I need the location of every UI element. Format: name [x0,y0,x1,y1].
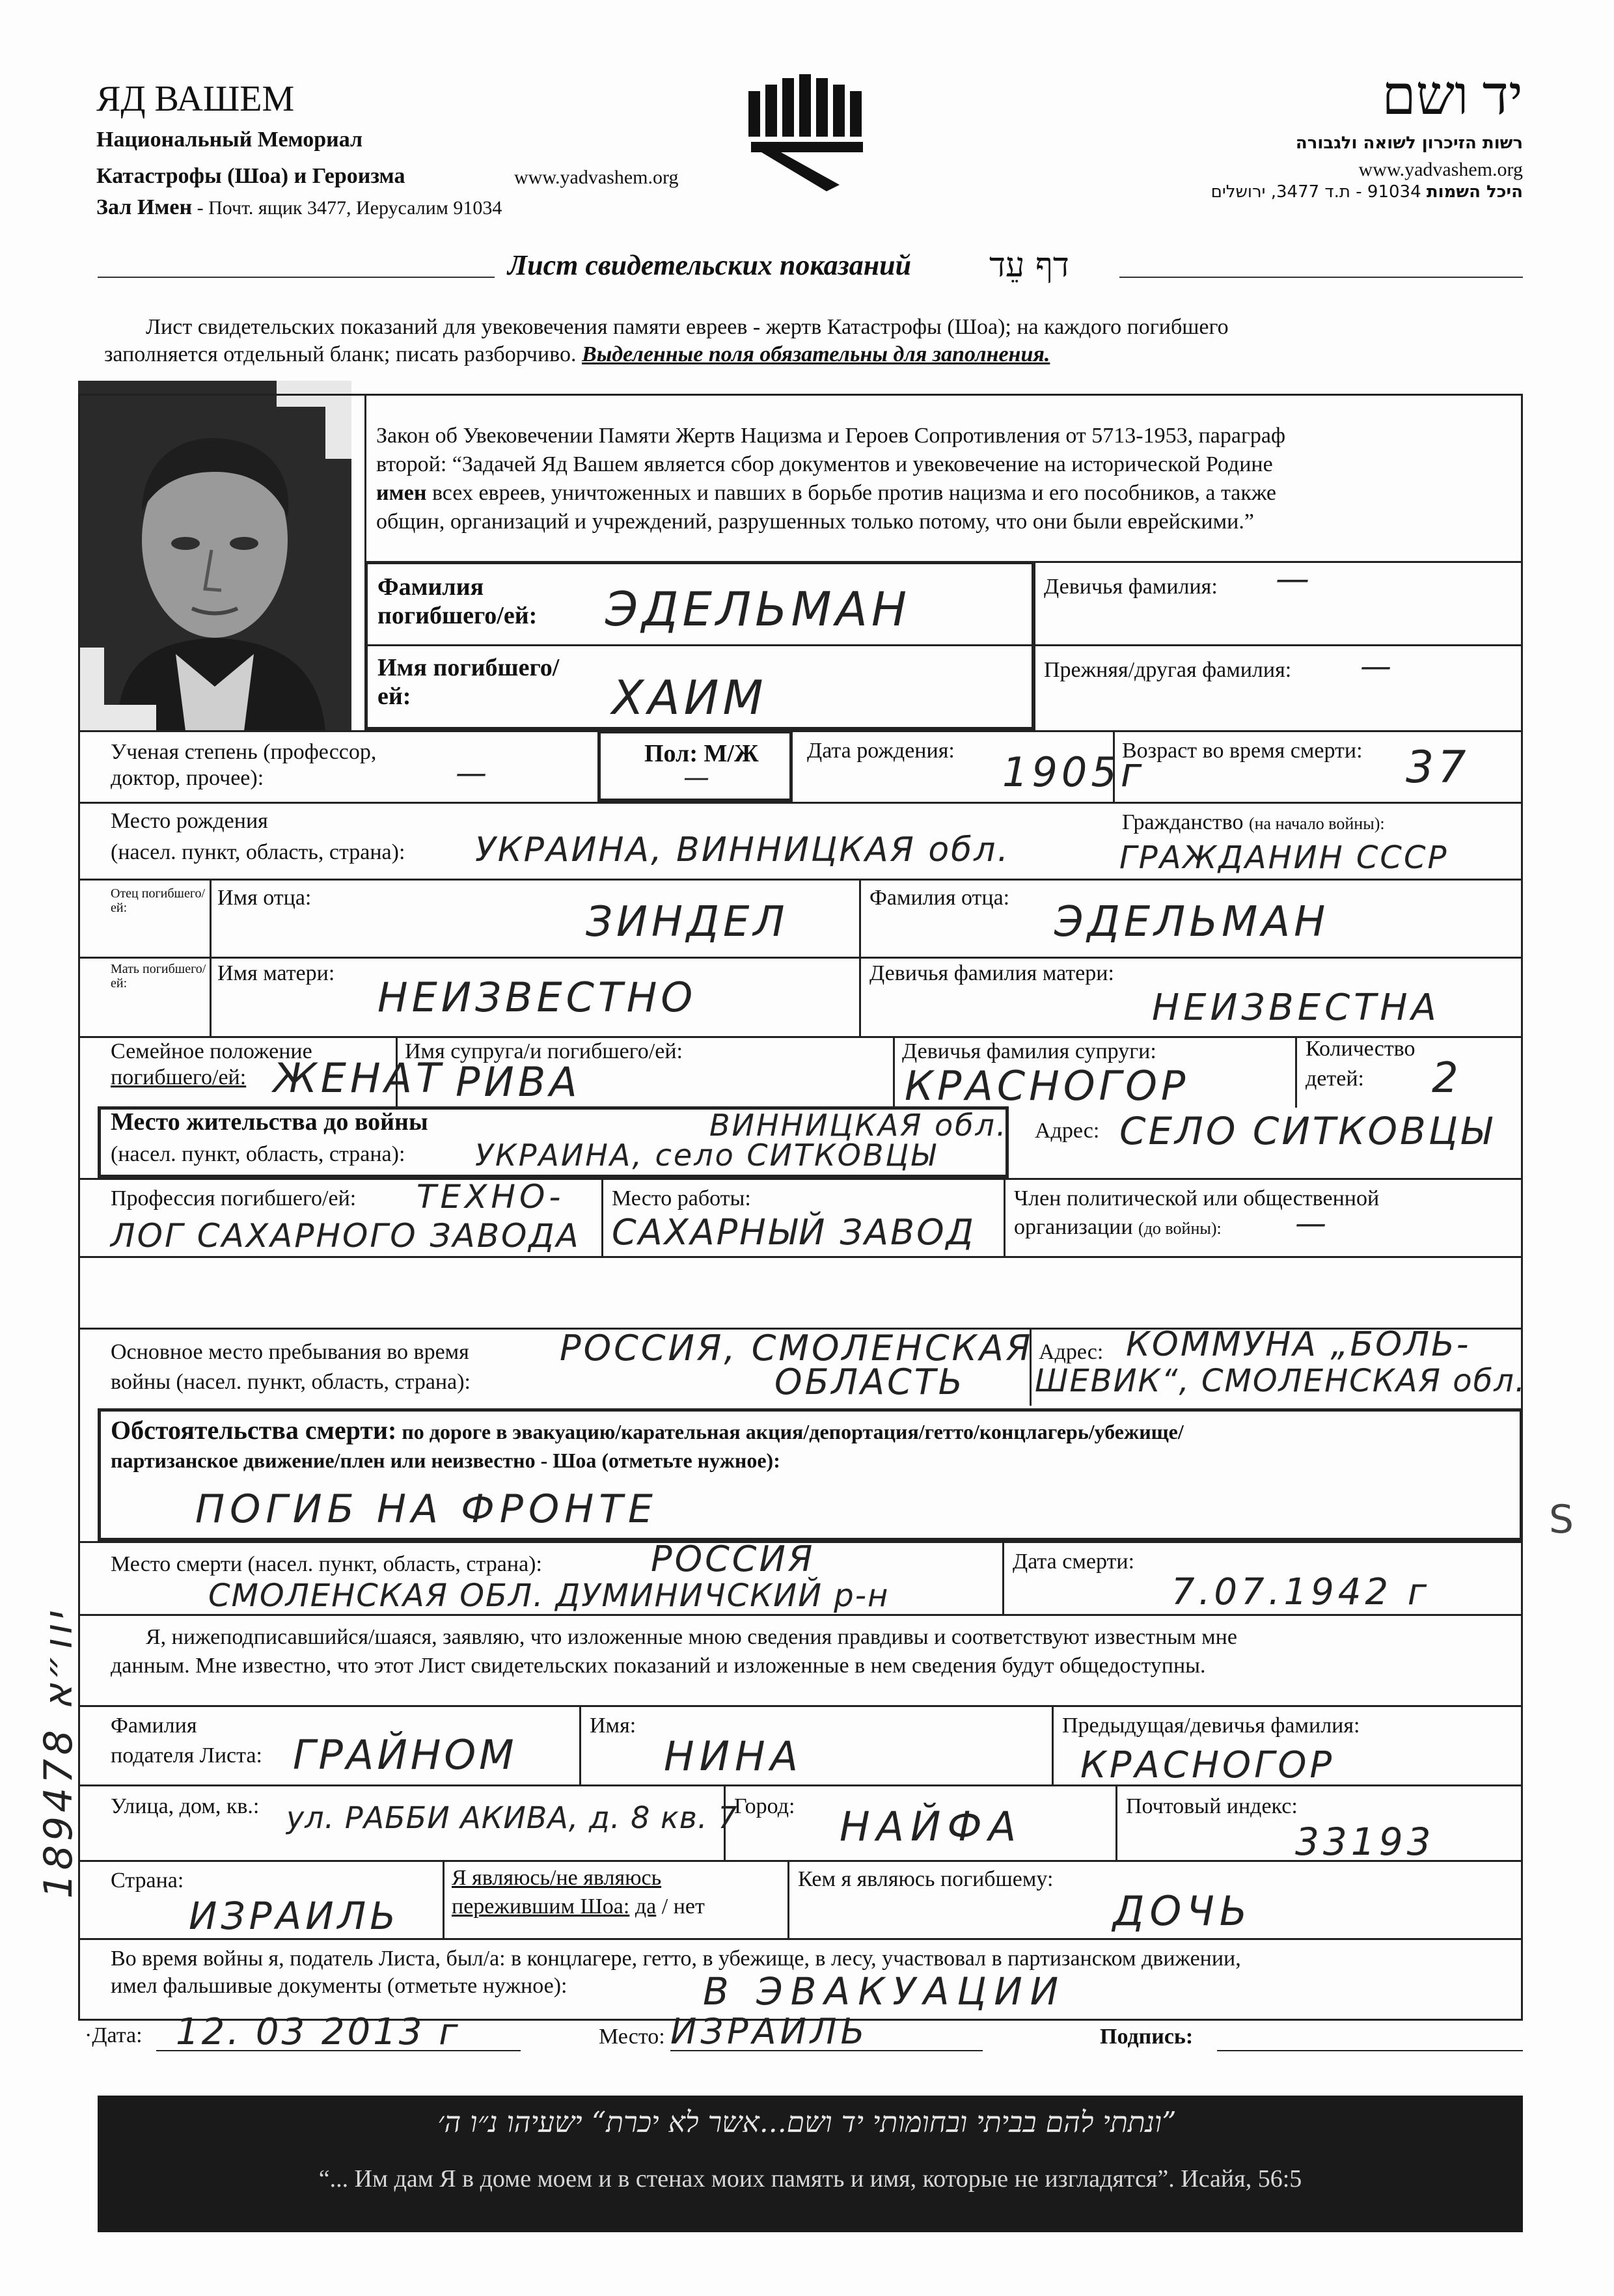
law-line2: второй: “Задачей Яд Вашем является сбор документов и увековечение на исторической Родине [376,452,1273,476]
city-value: НАЙФА [840,1803,1023,1850]
date-value: 12. 03 2013 г [176,2011,461,2053]
father-name-value: ЗИНДЕЛ [586,898,789,946]
work-div1 [601,1178,603,1256]
wartime-address-label: Адрес: [1039,1340,1104,1364]
children-value: 2 [1432,1054,1462,1102]
org-name-he: יד ושם [1382,66,1523,126]
father-name-label: Имя отца: [217,886,312,910]
spouse-maiden-label: Девичья фамилия супруги: [902,1039,1156,1063]
gender-label: Пол: М/Ж [644,740,759,767]
sub-prev-label: Предыдущая/девичья фамилия: [1062,1714,1360,1738]
wartime-div [1030,1328,1032,1406]
sub-div6 [787,1860,789,1938]
he-website: www.yadvashem.org [1358,159,1523,180]
website-ru: www.yadvashem.org [514,167,679,188]
org-name-ru: ЯД ВАШЕМ [96,79,295,119]
mother-name-value: НЕИЗВЕСТНО [377,974,697,1021]
date-underline [156,2050,521,2051]
row-rule-4 [78,957,1523,959]
relation-label: Кем я являюсь погибшему: [798,1867,1054,1891]
relation-value: ДОЧЬ [1113,1887,1253,1935]
member-value: — [1295,1205,1330,1242]
wartime-value2: ОБЛАСТЬ [774,1361,965,1402]
row-rule-3 [78,879,1523,881]
sub-surname-value: ГРАЙНОМ [293,1731,517,1779]
survivor-no[interactable]: нет [673,1894,705,1919]
law-line4: общин, организаций и учреждений, разрушенных только потому, что они были еврейскими.” [376,510,1254,534]
residence-value2: УКРАИНА, село СИТКОВЦЫ [475,1138,937,1173]
row-rule-1 [78,730,1523,732]
circumstances-label: Обстоятельства смерти: [111,1415,397,1445]
law-bottom-rule [364,561,1523,563]
birthplace-label1: Место рождения [111,809,268,833]
citizenship-label [1122,810,1385,837]
city-label: Город: [734,1794,795,1818]
father-surname-value: ЭДЕЛЬМАН [1054,898,1330,946]
intro-emphasis: Выделенные поля обязательны для заполнения. [582,342,1050,366]
profession-value1: ТЕХНО- [417,1178,565,1216]
spouse-label: Имя супруга/и погибшего/ей: [405,1039,683,1063]
sub-div3 [724,1784,726,1860]
footer-hebrew: ”ונתתי להם בביתי ובחומותי יד ושם...אשר לא יכרת“ ישעיהו נ״ו ה׳ [437,2106,1177,2139]
residence-value1: ВИННИЦКАЯ обл. [709,1108,1008,1143]
gender-value: — [683,763,713,793]
wartime-address2: ШЕВИК“, СМОЛЕНСКАЯ обл. [1035,1363,1527,1399]
father-side-label: Отец погибшего/ ей: [111,886,206,915]
surname-label: Фамилия погибшего/ей: [377,573,538,629]
member-label-small: (до войны): [1138,1219,1222,1238]
circumstances-line1 [111,1417,1184,1445]
circumstances-line2: партизанское движение/плен или неизвестно - Шоа (отметьте нужное): [111,1449,780,1472]
survivor-label1: Я являюсь/не являюсь [452,1866,662,1890]
family-div2 [893,1036,895,1108]
intro-line2 [104,342,1050,367]
wartime-address1: КОММУНА „БОЛЬ- [1126,1325,1471,1364]
title-rule-left [98,277,495,278]
profession-label: Профессия погибшего/ей: [111,1186,357,1210]
row-rule-14 [78,1938,1523,1940]
family-div3 [1295,1036,1297,1108]
circumstances-options: по дороге в эвакуацию/карательная акция/депортация/гетто/концлагерь/убежище/ [396,1420,1184,1443]
death-place-value1: РОССИЯ [651,1538,815,1579]
sub-name-label: Имя: [590,1714,636,1738]
dob-divider [1113,730,1115,802]
street-label: Улица, дом, кв.: [111,1794,260,1818]
sub-surname-label2: подателя Листа: [111,1743,262,1768]
street-value: ул. РАББИ АКИВА, д. 8 кв. 7 [286,1800,738,1835]
row-rule-12 [78,1784,1523,1786]
declaration-line2: данным. Мне известно, что этот Лист свидетельских показаний и изложенные в нем сведения будут общедоступны. [111,1654,1206,1678]
place-label: Место: [599,2025,665,2049]
sub-wartime-label1: Во время войны я, податель Листа, был/а: в концлагере, гетто, в убежище, в лесу, участвовал в партизанском движении, [111,1947,1241,1971]
row-rule-11 [78,1705,1523,1707]
declaration-line1: Я, нижеподписавшийся/шаяся, заявляю, что изложенные мною сведения правдивы и соответствуют известным мне [146,1625,1237,1649]
survivor-label2 [452,1894,705,1920]
sub-wartime-value: В ЭВАКУАЦИИ [703,1969,1067,2014]
age-value: 37 [1406,742,1470,793]
sub-div5 [443,1860,445,1938]
he-authority: רשות הזיכרון לשואה ולגבורה [1295,133,1523,153]
residence-label1: Место жительства до войны [111,1108,428,1136]
family-div1 [396,1036,398,1108]
signature-line [1217,2050,1523,2051]
row-rule-13 [78,1860,1523,1862]
children-label2: детей: [1306,1067,1364,1091]
workplace-label: Место работы: [612,1186,751,1210]
citizenship-value: ГРАЖДАНИН СССР [1119,840,1449,876]
country-value: ИЗРАИЛЬ [189,1894,400,1938]
maiden-value: — [1276,560,1313,599]
memorial-line2: Катастрофы (Шоа) и Героизма [96,164,405,188]
citizenship-label-small: (на начало войны): [1248,814,1385,833]
he-address: 91034 - ת.ד 3477, ירושלים [1210,182,1421,202]
he-address-line [1158,182,1523,202]
status-label1: Семейное положение [111,1039,312,1063]
yad-vashem-logo [742,70,872,194]
sub-prev-value: КРАСНОГОР [1080,1744,1335,1786]
wartime-label1: Основное место пребывания во время [111,1340,469,1364]
residence-address-label: Адрес: [1035,1119,1100,1143]
profession-value2: ЛОГ САХАРНОГО ЗАВОДА [111,1217,581,1255]
sub-wartime-label2: имел фальшивые документы (отметьте нужное): [111,1974,568,1998]
mother-maiden-label: Девичья фамилия матери: [869,961,1114,985]
law-line3 [376,479,1509,508]
title-label: Ученая степень (профессор, доктор, прочее): [111,740,377,790]
intro-line1: Лист свидетельских показаний для увековечения памяти евреев - жертв Катастрофы (Шоа); на каждого погибшего [146,315,1229,339]
age-label: Возраст во время смерти: [1122,739,1363,763]
citizenship-label-text: Гражданство [1122,810,1244,834]
death-date-label: Дата смерти: [1013,1550,1135,1574]
member-label1: Член политической или общественной [1014,1186,1380,1210]
children-label1: Количество [1306,1037,1416,1061]
archive-number: יוו״א 189478 [36,1609,81,1899]
mother-side-label: Мать погибшего/ ей: [111,962,206,991]
death-div [1002,1541,1004,1614]
footer-russian: “... Им дам Я в доме моем и в стенах моих память и имя, которые не изгладятся”. Исайя, 56:5 [318,2165,1302,2193]
form-title-he: דף עֵד [989,246,1069,285]
survivor-sep: / [656,1894,674,1919]
survivor-label2-text: пережившим Шоа: [452,1894,630,1919]
wartime-value1: РОССИЯ, СМОЛЕНСКАЯ [560,1328,1033,1369]
member-label2 [1014,1214,1222,1242]
law-line1: Закон об Увековечении Памяти Жертв Нацизма и Героев Сопротивления от 5713-1953, параграф [376,424,1286,448]
circumstances-value: ПОГИБ НА ФРОНТЕ [195,1486,658,1532]
status-label2: погибшего/ей: [111,1065,247,1089]
mother-maiden-value: НЕИЗВЕСТНА [1152,987,1440,1029]
death-place-value2: СМОЛЕНСКАЯ ОБЛ. ДУМИНИЧСКИЙ р-н [208,1578,890,1614]
residence-label2: (насел. пункт, область, страна): [111,1142,405,1166]
sub-div2 [1052,1705,1054,1784]
dob-value: 1905г [1002,748,1146,796]
signature-label: Подпись: [1100,2025,1194,2049]
birthplace-value: УКРАИНА, ВИННИЦКАЯ обл. [475,830,1011,869]
he-hall-of-names: היכל השמות [1426,182,1523,202]
workplace-value: САХАРНЫЙ ЗАВОД [612,1212,976,1253]
maiden-label: Девичья фамилия: [1044,575,1218,599]
hall-of-names: Зал Имен [96,195,193,219]
zip-value: 33193 [1295,1820,1435,1864]
law-line3-bold: имен [376,481,427,505]
dob-label: Дата рождения: [807,739,955,763]
memorial-line1: Национальный Мемориал [96,128,363,152]
member-label2-text: организации [1014,1215,1133,1239]
place-value: ИЗРАИЛЬ [670,2011,869,2052]
zip-label: Почтовый индекс: [1126,1794,1298,1818]
death-place-label: Место смерти (насел. пункт, область, страна): [111,1552,542,1576]
name-label: Имя погибшего/ей: [377,654,560,710]
hall-of-names-line [96,195,502,220]
prev-surname-value: — [1360,648,1395,685]
row-rule-7 [78,1256,1523,1258]
right-col-divider [1033,561,1035,730]
father-surname-label: Фамилия отца: [869,886,1010,910]
row-rule-6 [78,1178,1523,1180]
mother-name-label: Имя матери: [217,961,335,985]
sub-div4 [1115,1784,1117,1860]
spouse-maiden-value: КРАСНОГОР [905,1062,1190,1110]
status-value: ЖЕНАТ [273,1054,445,1102]
row-rule-10 [78,1614,1523,1616]
wartime-label2: войны (насел. пункт, область, страна): [111,1370,471,1394]
surname-value: ЭДЕЛЬМАН [605,582,911,636]
country-label: Страна: [111,1868,184,1893]
sub-div1 [579,1705,581,1784]
address-ru: - Почт. ящик 3477, Иерусалим 91034 [197,197,502,219]
spouse-value: РИВА [456,1058,581,1106]
birthplace-label2: (насел. пункт, область, страна): [111,840,405,864]
name-value: ХАИМ [612,670,767,725]
place-underline [670,2050,983,2051]
sub-surname-label1: Фамилия [111,1714,197,1738]
name-box-divider [364,644,1523,646]
intro-line2-text: заполняется отдельный бланк; писать разборчиво. [104,342,577,366]
title-rule-right [1119,277,1523,278]
death-date-value: 7.07.1942 г [1171,1571,1431,1613]
form-title-ru: Лист свидетельских показаний [508,249,912,281]
title-value: — [456,755,491,791]
work-div2 [1004,1178,1005,1256]
law-text [376,422,1509,536]
law-line3-text: всех евреев, уничтоженных и павших в борьбе против нацизма и его пособников, а также [426,481,1276,505]
survivor-yes[interactable]: да [635,1894,657,1919]
sub-name-value: НИНА [664,1732,804,1780]
margin-mark: S [1549,1497,1574,1542]
residence-address-value: СЕЛО СИТКОВЦЫ [1119,1109,1494,1153]
row-rule-2 [78,802,1523,804]
date-label: ·Дата: [85,2023,143,2047]
prev-surname-label: Прежняя/другая фамилия: [1044,658,1292,682]
